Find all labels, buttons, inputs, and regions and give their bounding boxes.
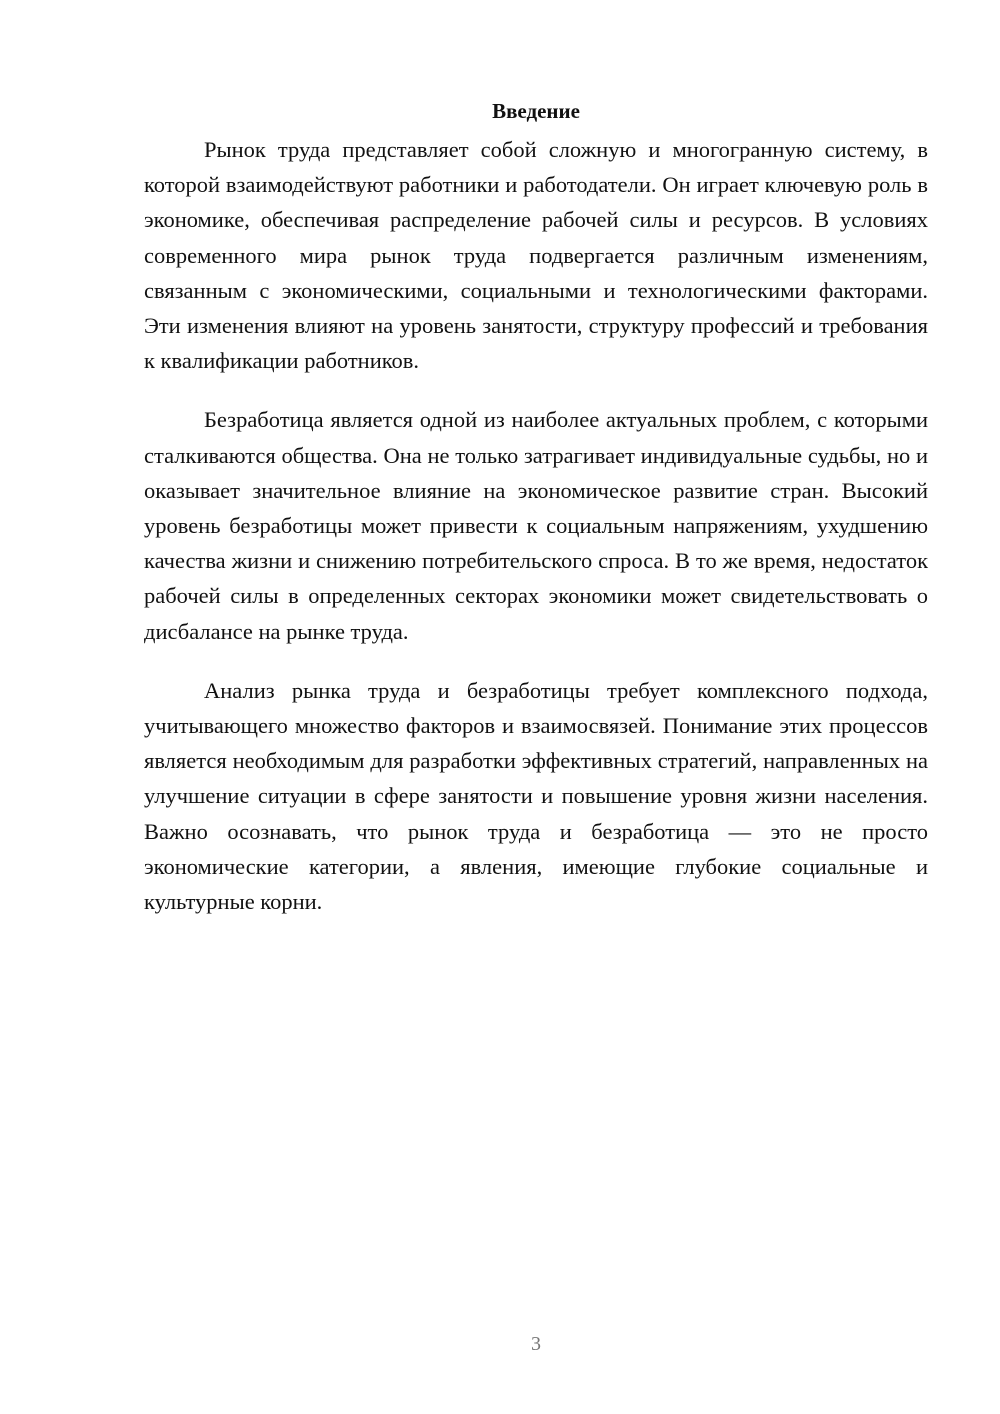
- section-title: Введение: [492, 99, 580, 123]
- page-number: 3: [531, 1333, 541, 1355]
- paragraph-3: Анализ рынка труда и безработицы требует комплексного подхода, учитывающего множество факторов и взаимосвязей. Понимание этих процессов является необходимым для разработки эффективных стратегий, направленных на улучшение ситуации в сфере занятости и повышение уровня жизни населения. Важно осознавать, что рынок труда и безработица — это не просто экономические категории, а явления, имеющие глубокие социальные и культурные корни.: [144, 677, 928, 915]
- paragraph-1: Рынок труда представляет собой сложную и многогранную систему, в которой взаимодействуют работники и работодатели. Он играет ключевую роль в экономике, обеспечивая распределение рабочей силы и ресурсов. В условиях современного мира рынок труда подвергается различным изменениям, связанным с экономическими, социальными и технологическими факторами. Эти изменения влияют на уровень занятости, структуру профессий и требования к квалификации работников.: [144, 137, 928, 374]
- paragraph-2: Безработица является одной из наиболее актуальных проблем, с которыми сталкиваются общества. Она не только затрагивает индивидуальные судьбы, но и оказывает значительное влияние на экономическое развитие стран. Высокий уровень безработицы может привести к социальным напряжениям, ухудшению качества жизни и снижению потребительского спроса. В то же время, недостаток рабочей силы в определенных секторах экономики может свидетельствовать о дисбалансе на рынке труда.: [144, 407, 928, 644]
- page-content: [144, 96, 928, 943]
